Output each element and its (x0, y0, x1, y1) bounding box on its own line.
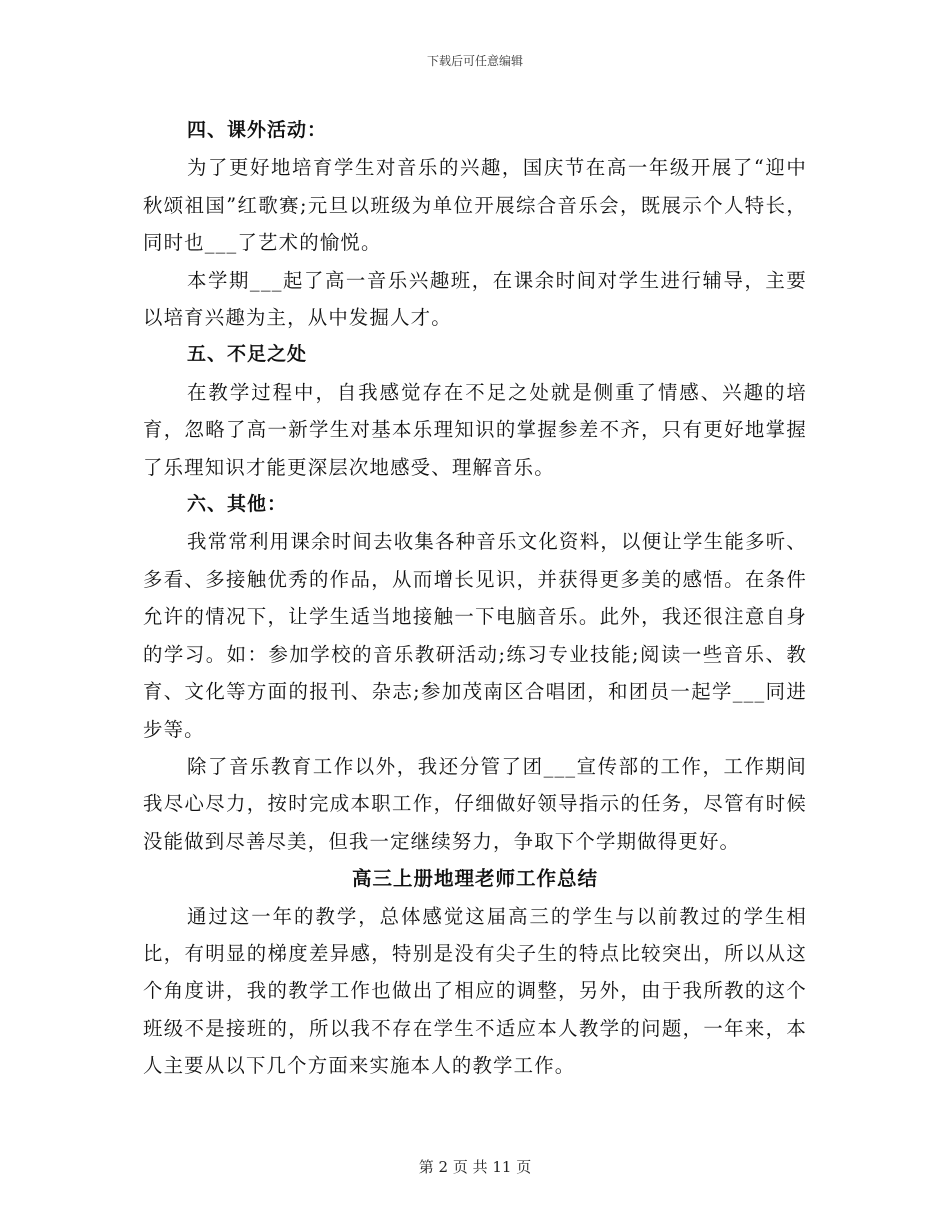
document-body (143, 112, 807, 1085)
section-heading-activities: 四、课外活动： (187, 119, 328, 141)
paragraph: 除了音乐教育工作以外，我还分管了团___宣传部的工作，工作期间我尽心尽力，按时完成本职工作，仔细做好领导指示的任务，尽管有时候没能做到尽善尽美，但我一定继续努力，争取下个学期做得更好。 (143, 754, 807, 853)
article-title: 高三上册地理老师工作总结 (351, 867, 598, 891)
paragraph: 我常常利用课余时间去收集各种音乐文化资料，以便让学生能多听、多看、多接触优秀的作品，从而增长见识，并获得更多美的感悟。在条件允许的情况下，让学生适当地接触一下电脑音乐。此外，我还很注意自身的学习。如：参加学校的音乐教研活动;练习专业技能;阅读一些音乐、教育、文化等方面的报刊、杂志;参加茂南区合唱团，和团员一起学___同进步等。 (143, 530, 807, 741)
paragraph: 本学期___起了高一音乐兴趣班，在课余时间对学生进行辅导，主要以培育兴趣为主，从中发掘人才。 (143, 268, 807, 330)
paragraph: 在教学过程中，自我感觉存在不足之处就是侧重了情感、兴趣的培育，忽略了高一新学生对基本乐理知识的掌握参差不齐，只有更好地掌握了乐理知识才能更深层次地感受、理解音乐。 (143, 380, 807, 479)
page-header: 下载后可任意编辑 (426, 54, 523, 68)
paragraph: 通过这一年的教学，总体感觉这届高三的学生与以前教过的学生相比，有明显的梯度差异感，特别是没有尖子生的特点比较突出，所以从这个角度讲，我的教学工作也做出了相应的调整，另外，由于我所教的这个班级不是接班的，所以我不存在学生不适应本人教学的问题，一年来，本人主要从以下几个方面来实施本人的教学工作。 (143, 904, 807, 1078)
page-footer: 第 2 页 共 11 页 (418, 1158, 532, 1176)
section-heading-other: 六、其他： (187, 493, 288, 516)
paragraph: 为了更好地培育学生对音乐的兴趣，国庆节在高一年级开展了“迎中秋颂祖国”红歌赛;元旦以班级为单位开展综合音乐会，既展示个人特长，同时也___了艺术的愉悦。 (143, 156, 807, 255)
section-heading-shortcomings: 五、不足之处 (187, 343, 308, 366)
